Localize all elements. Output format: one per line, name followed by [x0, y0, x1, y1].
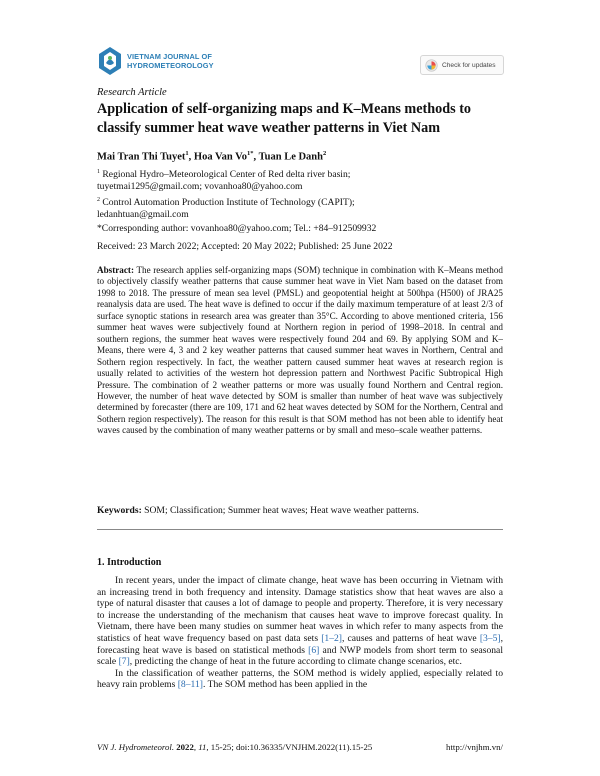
abstract — [97, 265, 503, 437]
check-updates-label: Check for updates — [442, 61, 496, 69]
affiliation-emails[interactable]: tuyetmai1295@gmail.com; vovanhoa80@yahoo.com — [97, 181, 303, 193]
affiliation-marker: 2 — [97, 196, 100, 203]
author-list: Mai Tran Thi Tuyet$^1$, Hoa Van $Vo^{1*}$, Tuan Le Danh$^2$ — [97, 150, 327, 163]
check-for-updates-button[interactable] — [420, 55, 504, 75]
author-name: Hoa Van Vo — [193, 151, 248, 163]
footer-year: 2022 — [176, 742, 194, 752]
citation-link[interactable]: [8–11] — [177, 679, 203, 691]
article-title: Application of self-organizing maps and K–Means methods to classify summer heat wave weather patterns in Viet Nam — [97, 101, 472, 136]
affiliation-name: Control Automation Production Institute of Technology (CAPIT); — [102, 196, 355, 208]
footer-journal: VN J. Hydrometeorol. — [97, 742, 175, 752]
author-affil-marker: 2 — [323, 150, 327, 157]
introduction-body — [97, 575, 503, 691]
abstract-label: Abstract: — [97, 265, 134, 275]
intro-text: , causes and patterns of heat wave — [342, 632, 480, 644]
journal-name-line2: HYDROMETEOROLOGY — [127, 61, 214, 70]
intro-text: , predicting the change of heat in the future according to climate change scenarios, etc. — [129, 656, 462, 668]
affiliation-marker: 1 — [97, 169, 100, 175]
author-affil-marker: 1* — [247, 150, 254, 157]
publication-dates: Received: 23 March 2022; Accepted: 20 May 2022; Published: 25 June 2022 — [97, 241, 393, 252]
affiliation-line — [97, 194, 517, 209]
journal-logo-icon — [97, 46, 123, 76]
footer-url[interactable]: http://vnjhm.vn/ — [446, 742, 503, 752]
keywords — [97, 505, 419, 516]
intro-paragraph — [97, 575, 503, 668]
check-updates-icon — [425, 59, 438, 72]
footer-doi: , 15-25; doi:10.36335/VNJHM.2022(11).15-25 — [206, 742, 373, 752]
section-divider — [97, 529, 503, 530]
journal-logo[interactable] — [97, 45, 217, 77]
intro-text: In recent years, under the impact of climate change, heat wave has been occurring in Vietnam with an increasing trend in both frequency and intensity. Damage statistics show that heat waves are also a type of natural disaster that causes a lot of damage to people and property. Therefore, it is very necessary to increase the understanding of the mechanism that causes heat wave to improve forecast quality. In Vietnam, there have been many studies on summer heat waves in which refer to many aspects from the statistics of heat wave frequency based on past data sets — [97, 575, 503, 644]
corresponding-author: *Corresponding author: vovanhoa80@yahoo.com; Tel.: +84–912509932 — [97, 223, 377, 234]
footer-citation: VN J. Hydrometeorol. 2022, 11, 15-25; doi:10.36335/VNJHM.2022(11).15-25 — [97, 742, 373, 752]
author-name: Tuan Le Danh — [258, 151, 323, 163]
intro-paragraph — [97, 668, 503, 691]
article-type: Research Article — [97, 87, 167, 98]
citation-link[interactable]: [1–2] — [321, 632, 342, 644]
footer-volume: 11 — [198, 742, 207, 752]
affiliation-line — [97, 166, 517, 181]
citation-link[interactable]: [3–5] — [479, 632, 501, 644]
page-footer — [97, 742, 503, 752]
journal-name — [127, 52, 214, 70]
intro-text: In the classification of weather patterns, the SOM method is widely applied, especially related to heavy rain problems — [97, 667, 503, 691]
author-affil-marker: 1 — [185, 150, 189, 157]
affiliations — [97, 166, 517, 222]
journal-name-line1: VIETNAM JOURNAL OF — [127, 52, 213, 61]
citation-link[interactable]: [6] — [308, 644, 320, 656]
keywords-label: Keywords: — [97, 505, 142, 516]
intro-text: and NWP models from short term to seasonal scale — [97, 644, 503, 668]
intro-text: , forecasting heat wave is based on statistical methods — [97, 632, 503, 656]
keywords-text: SOM; Classification; Summer heat waves; Heat wave weather patterns. — [144, 505, 419, 516]
author-name: Mai Tran Thi Tuyet — [97, 151, 186, 163]
affiliation-emails[interactable]: ledanhtuan@gmail.com — [97, 209, 189, 221]
section-heading-introduction: 1. Introduction — [97, 557, 162, 568]
intro-text: . The SOM method has been applied in the — [202, 679, 368, 691]
affiliation-name: Regional Hydro–Meteorological Center of Red delta river basin; — [102, 169, 351, 181]
abstract-text: The research applies self-organizing maps (SOM) technique in combination with K–Means method to objectively classify weather patterns that cause summer heat wave in Viet Nam based on the dataset from 1998 to 2018. The pressure of mean sea level (PMSL) and geopotential height at 500hpa (H500) of JRA25 reanalysis data are used. The heat wave is defined to occur if the daily maximum temperature of at least 2/3 of surface synoptic stations in research area was greater than 35°C. According to above mentioned criteria, 156 summer heat waves were subjectively found at Northern region in period of 1998–2018. In central and southern regions, the summer heat waves were respectively found 204 and 69. By applying SOM and K–Means, there were 4, 3 and 2 key weather patterns that caused summer heat waves in Northern, Central and Sothern region respectively. In fact, the weather pattern caused summer heat waves at research region is usually related to activities of the western hot depression pattern and Northwest Pacific Subtropical High Pressure. The combination of 2 weather patterns or more was usually found Northern and Central region. However, the number of heat wave detected by SOM is smaller than number of heat wave was subjectively determined by forecaster (there are 109, 171 and 62 heat waves detected by SOM for the Northern, Central and Sothern region respectively). The reason for this result is that SOM method has not been able to identify heat waves caused by the combination of many weather patterns or by small and meso–scale weather patterns. — [97, 265, 503, 436]
citation-link[interactable]: [7] — [118, 656, 130, 668]
